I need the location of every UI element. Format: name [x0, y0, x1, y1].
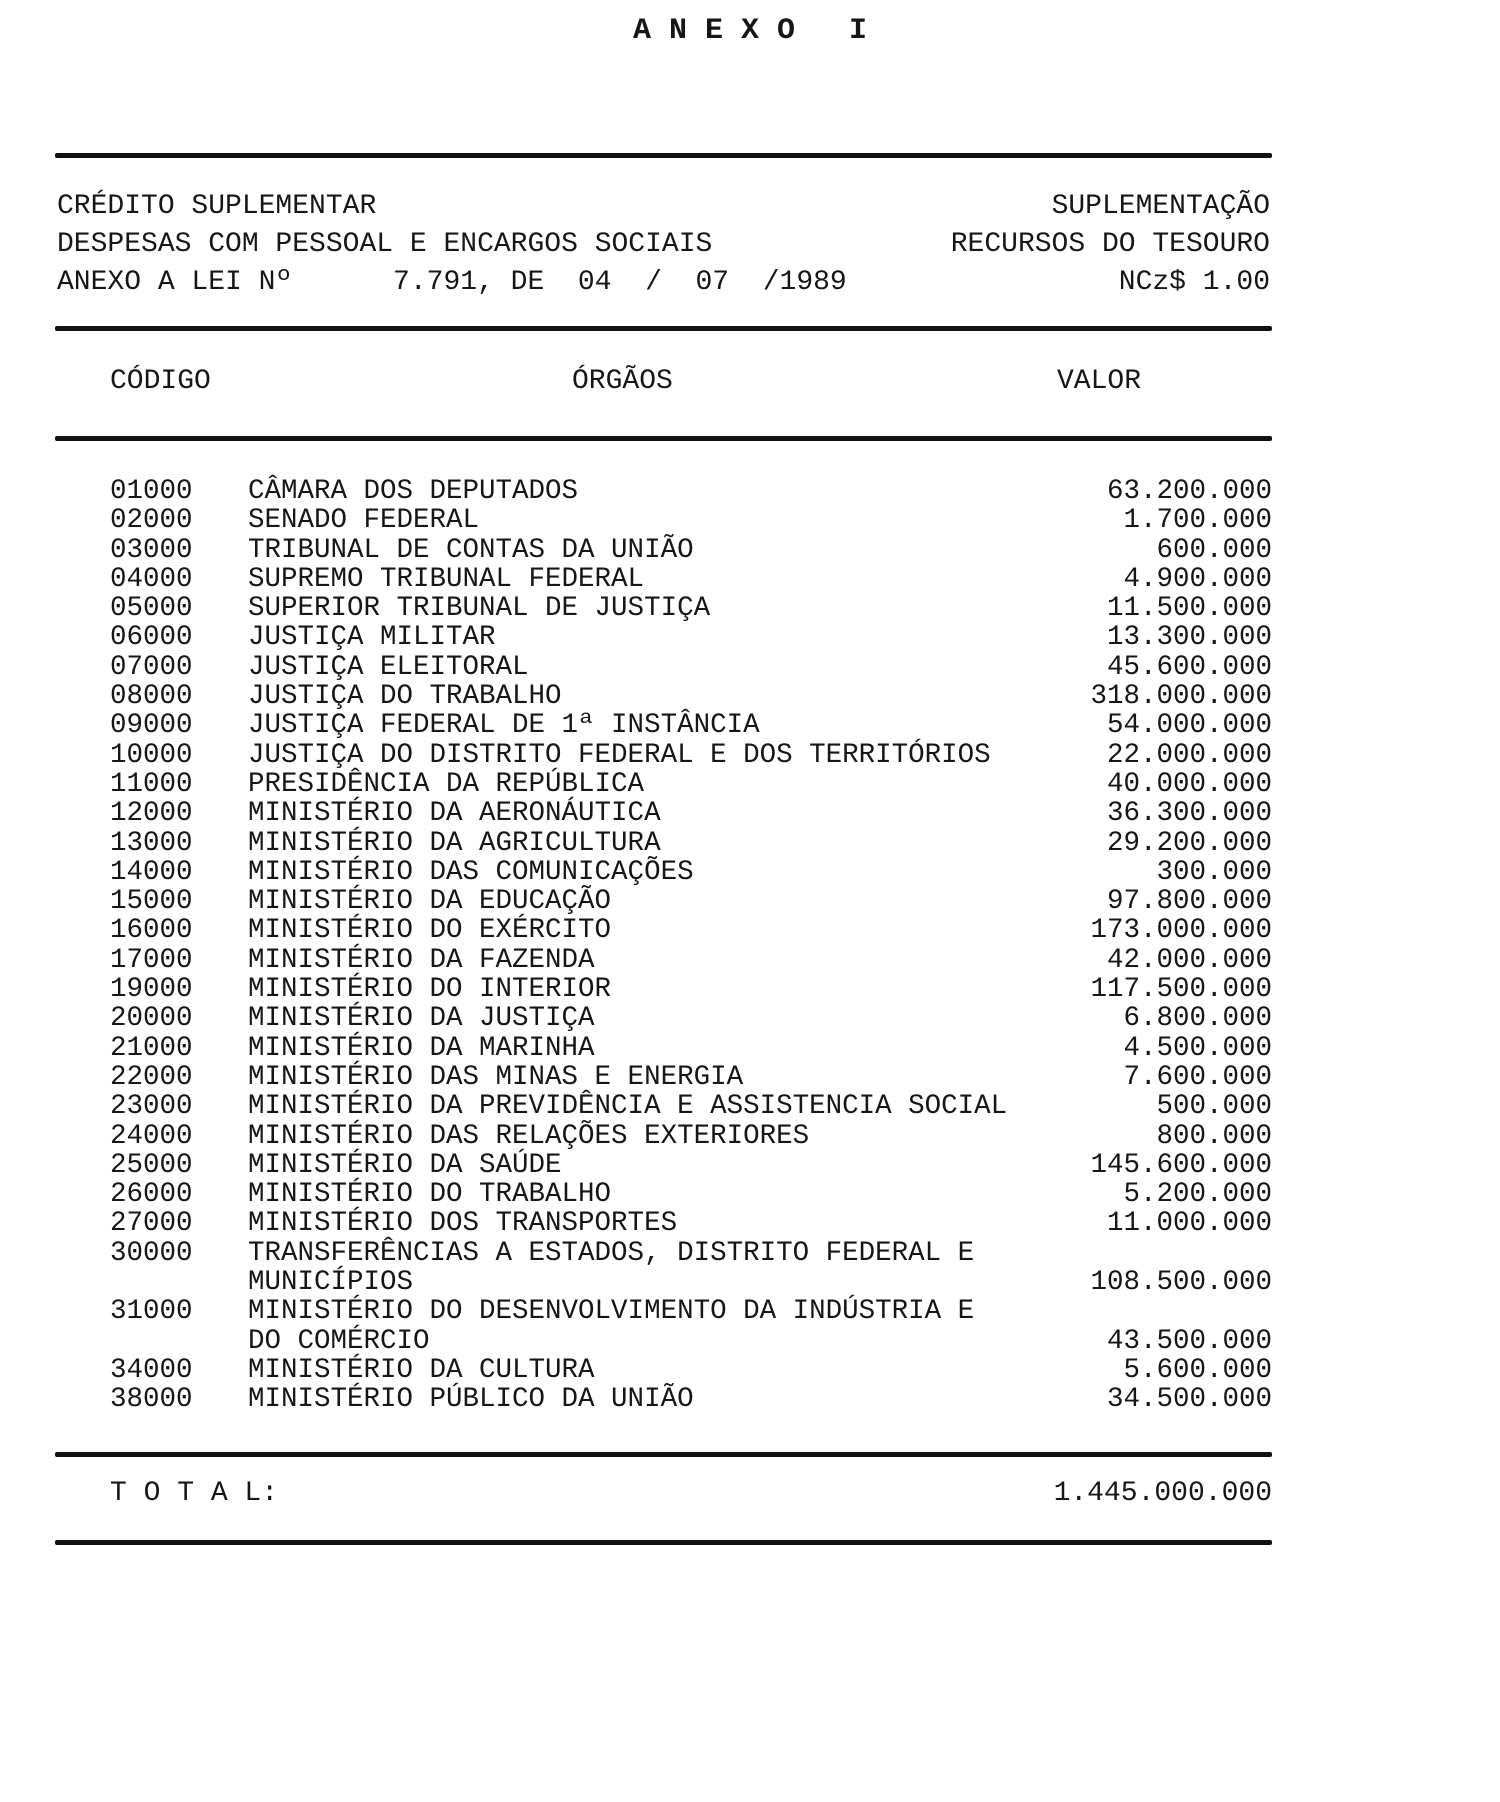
table-row: [110, 682, 1272, 711]
row-value: 7.600.000: [1123, 1061, 1272, 1093]
row-organ: [248, 770, 1022, 799]
row-organ-line1: MINISTÉRIO DA JUSTIÇA: [248, 1003, 595, 1035]
table-row: [110, 653, 1272, 682]
row-organ-line1: MINISTÉRIO DA EDUCAÇÃO: [248, 886, 612, 918]
row-code: 30000: [110, 1237, 193, 1269]
row-value: 11.000.000: [1106, 1208, 1272, 1240]
row-organ-line1: MINISTÉRIO DA FAZENDA: [248, 944, 595, 976]
row-code: 24000: [110, 1120, 193, 1152]
table-row: [110, 477, 1272, 506]
table-row: [110, 565, 1272, 594]
row-code: 31000: [110, 1296, 193, 1328]
document-title: A N E X O I: [632, 14, 868, 48]
row-value: 800.000: [1156, 1120, 1272, 1152]
row-organ: [248, 506, 1022, 535]
column-header-code: CÓDIGO: [110, 366, 211, 397]
table-row: [110, 1092, 1272, 1121]
row-value: 22.000.000: [1106, 739, 1272, 771]
table-row: [110, 887, 1272, 916]
table-row: [110, 1180, 1272, 1209]
table-row: [110, 1004, 1272, 1033]
row-organ-line1: JUSTIÇA FEDERAL DE 1ª INSTÂNCIA: [248, 710, 760, 742]
row-organ: [248, 1209, 1022, 1238]
table-row: [110, 711, 1272, 740]
row-organ: [248, 1063, 1022, 1092]
row-code: 21000: [110, 1032, 193, 1064]
row-organ: [248, 565, 1022, 594]
row-organ-line2: DO COMÉRCIO: [248, 1325, 430, 1357]
row-organ: [248, 711, 1022, 740]
table-row: [110, 506, 1272, 535]
row-code: 14000: [110, 856, 193, 888]
table-row: [110, 594, 1272, 623]
row-organ-line1: CÂMARA DOS DEPUTADOS: [248, 476, 579, 507]
row-organ-line1: JUSTIÇA DO DISTRITO FEDERAL E DOS TERRITÓRIOS: [248, 739, 991, 771]
row-organ: [248, 1092, 1022, 1121]
row-code: 17000: [110, 944, 193, 976]
table-row: [110, 799, 1272, 828]
row-code: 11000: [110, 768, 193, 800]
row-organ-line1: SUPERIOR TRIBUNAL DE JUSTIÇA: [248, 593, 711, 625]
table-row: [110, 858, 1272, 887]
row-organ-line1: TRANSFERÊNCIAS A ESTADOS, DISTRITO FEDERAL E: [248, 1237, 975, 1269]
row-organ: [248, 477, 1022, 506]
row-organ: [248, 653, 1022, 682]
row-code: 09000: [110, 710, 193, 742]
row-organ: [248, 741, 1022, 770]
row-value: 63.200.000: [1106, 476, 1272, 507]
table-row: [110, 916, 1272, 945]
table-row: [110, 741, 1272, 770]
total-value: 1.445.000.000: [1053, 1478, 1272, 1509]
total-label: T O T A L:: [110, 1478, 279, 1509]
table-row: [110, 1356, 1272, 1385]
row-organ-line1: SUPREMO TRIBUNAL FEDERAL: [248, 563, 645, 595]
row-value: 4.900.000: [1123, 563, 1272, 595]
row-organ-line1: MINISTÉRIO DA CULTURA: [248, 1354, 595, 1386]
row-code: 25000: [110, 1149, 193, 1181]
table-row: [110, 770, 1272, 799]
horizontal-rule-total-top: [55, 1452, 1272, 1457]
row-value: 5.600.000: [1123, 1354, 1272, 1386]
row-code: 13000: [110, 827, 193, 859]
row-value: 145.600.000: [1090, 1149, 1272, 1181]
total-row: [110, 1478, 1272, 1509]
table-row: [110, 1385, 1272, 1414]
credit-type-label: CRÉDITO SUPLEMENTAR: [57, 191, 377, 222]
row-code: 01000: [110, 476, 193, 507]
row-code: 16000: [110, 915, 193, 947]
row-value: 600.000: [1156, 534, 1272, 566]
resource-source-label: RECURSOS DO TESOURO: [950, 229, 1270, 260]
table-row: [110, 946, 1272, 975]
table-row: [110, 1151, 1272, 1180]
horizontal-rule-bottom: [55, 1540, 1272, 1545]
table-row: [110, 1297, 1272, 1356]
row-value: 29.200.000: [1106, 827, 1272, 859]
row-organ-line1: JUSTIÇA MILITAR: [248, 622, 496, 654]
row-code: 20000: [110, 1003, 193, 1035]
row-value: 5.200.000: [1123, 1179, 1272, 1211]
row-organ-line1: MINISTÉRIO DO EXÉRCITO: [248, 915, 612, 947]
row-value: 11.500.000: [1106, 593, 1272, 625]
row-organ-line1: MINISTÉRIO DA MARINHA: [248, 1032, 595, 1064]
horizontal-rule-columns-bottom: [55, 436, 1272, 441]
row-code: 22000: [110, 1061, 193, 1093]
row-code: 03000: [110, 534, 193, 566]
row-organ: [248, 946, 1022, 975]
row-value: 34.500.000: [1106, 1384, 1272, 1416]
row-organ-line1: MINISTÉRIO DAS COMUNICAÇÕES: [248, 856, 694, 888]
row-organ: [248, 594, 1022, 623]
row-code: 04000: [110, 563, 193, 595]
row-value: 1.700.000: [1123, 505, 1272, 537]
row-organ-line1: MINISTÉRIO DAS MINAS E ENERGIA: [248, 1061, 744, 1093]
row-organ-line1: TRIBUNAL DE CONTAS DA UNIÃO: [248, 534, 694, 566]
row-organ: [248, 887, 1022, 916]
row-value: 54.000.000: [1106, 710, 1272, 742]
column-header-organ: ÓRGÃOS: [572, 366, 673, 397]
row-organ: [248, 1239, 1022, 1298]
row-organ: [248, 1034, 1022, 1063]
row-code: 12000: [110, 798, 193, 830]
row-organ-line1: MINISTÉRIO DO TRABALHO: [248, 1179, 612, 1211]
row-organ-line1: MINISTÉRIO DAS RELAÇÕES EXTERIORES: [248, 1120, 810, 1152]
row-code: 27000: [110, 1208, 193, 1240]
row-code: 08000: [110, 681, 193, 713]
row-code: 07000: [110, 651, 193, 683]
row-organ: [248, 1180, 1022, 1209]
table-row: [110, 1209, 1272, 1238]
horizontal-rule-top: [55, 153, 1272, 158]
row-organ: [248, 1004, 1022, 1033]
row-code: 23000: [110, 1091, 193, 1123]
expense-type-label: DESPESAS COM PESSOAL E ENCARGOS SOCIAIS: [57, 229, 713, 260]
row-organ: [248, 682, 1022, 711]
row-organ: [248, 536, 1022, 565]
row-code: 19000: [110, 974, 193, 1006]
law-reference-label: ANEXO A LEI Nº 7.791, DE 04 / 07 /1989: [57, 267, 847, 298]
currency-unit-label: NCz$ 1.00: [1118, 267, 1270, 298]
row-organ-line2: MUNICÍPIOS: [248, 1267, 414, 1299]
row-organ-line1: MINISTÉRIO DA AERONÁUTICA: [248, 798, 661, 830]
row-value: 6.800.000: [1123, 1003, 1272, 1035]
row-organ: [248, 975, 1022, 1004]
row-organ-line1: MINISTÉRIO DA AGRICULTURA: [248, 827, 661, 859]
row-value: 43.500.000: [1106, 1325, 1272, 1357]
table-row: [110, 623, 1272, 652]
row-value: 300.000: [1156, 856, 1272, 888]
row-organ: [248, 1151, 1022, 1180]
row-value: 36.300.000: [1106, 798, 1272, 830]
row-value: 40.000.000: [1106, 768, 1272, 800]
row-value: 4.500.000: [1123, 1032, 1272, 1064]
row-code: 05000: [110, 593, 193, 625]
table-body: [110, 477, 1272, 1415]
row-organ: [248, 916, 1022, 945]
row-organ-line1: JUSTIÇA DO TRABALHO: [248, 681, 562, 713]
row-organ-line1: MINISTÉRIO DO DESENVOLVIMENTO DA INDÚSTRIA E: [248, 1296, 975, 1328]
row-organ-line1: MINISTÉRIO DOS TRANSPORTES: [248, 1208, 678, 1240]
row-organ: [248, 829, 1022, 858]
table-row: [110, 1063, 1272, 1092]
row-code: 38000: [110, 1384, 193, 1416]
row-organ-line1: MINISTÉRIO PÚBLICO DA UNIÃO: [248, 1384, 694, 1416]
row-organ-line1: MINISTÉRIO DA SAÚDE: [248, 1149, 562, 1181]
table-row: [110, 1239, 1272, 1298]
row-value: 45.600.000: [1106, 651, 1272, 683]
row-code: 34000: [110, 1354, 193, 1386]
row-organ: [248, 858, 1022, 887]
document-header: [57, 188, 1270, 302]
row-code: 26000: [110, 1179, 193, 1211]
row-value: 500.000: [1156, 1091, 1272, 1123]
table-row: [110, 975, 1272, 1004]
row-organ-line1: PRESIDÊNCIA DA REPÚBLICA: [248, 768, 645, 800]
row-organ: [248, 1122, 1022, 1151]
header-right: [951, 188, 1270, 302]
row-organ: [248, 1356, 1022, 1385]
row-value: 108.500.000: [1090, 1267, 1272, 1299]
table-row: [110, 1034, 1272, 1063]
row-value: 13.300.000: [1106, 622, 1272, 654]
row-value: 173.000.000: [1090, 915, 1272, 947]
column-header-value: VALOR: [1057, 366, 1142, 397]
row-organ: [248, 623, 1022, 652]
row-value: 42.000.000: [1106, 944, 1272, 976]
row-code: 10000: [110, 739, 193, 771]
row-code: 02000: [110, 505, 193, 537]
table-row: [110, 536, 1272, 565]
row-value: 318.000.000: [1090, 681, 1272, 713]
table-row: [110, 1122, 1272, 1151]
row-organ: [248, 1385, 1022, 1414]
table-row: [110, 829, 1272, 858]
row-organ-line1: JUSTIÇA ELEITORAL: [248, 651, 529, 683]
row-organ-line1: MINISTÉRIO DO INTERIOR: [248, 974, 612, 1006]
row-organ-line1: MINISTÉRIO DA PREVIDÊNCIA E ASSISTENCIA SOCIAL: [248, 1091, 1008, 1123]
row-organ-line1: SENADO FEDERAL: [248, 505, 480, 537]
header-left: [57, 188, 847, 302]
row-value: 97.800.000: [1106, 886, 1272, 918]
row-code: 15000: [110, 886, 193, 918]
row-organ: [248, 1297, 1022, 1356]
horizontal-rule-header-bottom: [55, 326, 1272, 331]
row-code: 06000: [110, 622, 193, 654]
supplementation-label: SUPLEMENTAÇÃO: [1051, 191, 1270, 222]
row-organ: [248, 799, 1022, 828]
row-value: 117.500.000: [1090, 974, 1272, 1006]
